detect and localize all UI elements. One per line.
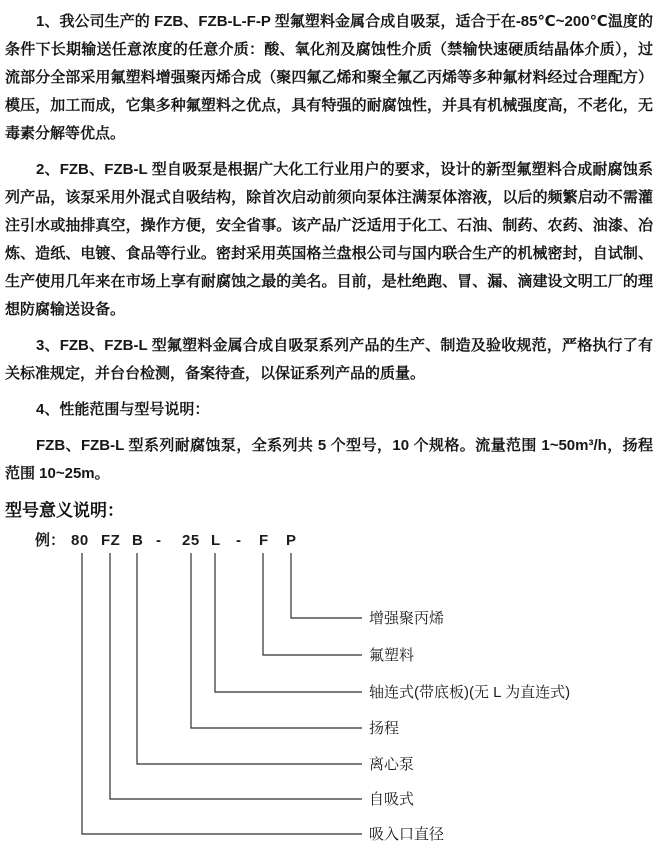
model-part-label-P: 增强聚丙烯 <box>369 610 445 627</box>
connector-line-80 <box>82 553 362 834</box>
model-token-3: - <box>156 532 162 549</box>
connector-line-F <box>263 553 362 655</box>
model-token-7: F <box>259 532 269 549</box>
paragraph-5: FZB、FZB-L 型系列耐腐蚀泵，全系列共 5 个型号，10 个规格。流量范围 1~50m³/h，扬程范围 10~25m。 <box>5 437 653 482</box>
model-token-2: B <box>132 532 144 549</box>
paragraph-1: 1、我公司生产的 FZB、FZB-L-F-P 型氟塑料金属合成自吸泵，适合于在-85℃~200℃温度的条件下长期输送任意浓度的任意介质：酸、氧化剂及腐蚀性介质（禁输快速硬质结晶体介质），过流部分全部采用氟塑料增强聚丙烯合成（聚四氟乙烯和聚全氟乙丙烯等多种氟材料经过合理配方）模压，加工而成，它集多种氟塑料之优点，具有特强的耐腐蚀性，并具有机械强度高，不老化，无毒素分解等优点。 <box>5 13 653 142</box>
model-example-prefix: 例： <box>35 532 66 549</box>
model-part-label-B: 离心泵 <box>369 756 415 773</box>
paragraph-2: 2、FZB、FZB-L 型自吸泵是根据广大化工行业用户的要求，设计的新型氟塑料合成耐腐蚀系列产品，该泵采用外混式自吸结构，除首次启动前须向泵体注满泵体溶液，以后的频繁启动不需灌注引水或抽排真空，操作方便，安全省事。该产品广泛适用于化工、石油、制药、农药、油漆、冶炼、造纸、电镀、食品等行业。密封采用英国格兰盘根公司与国内联合生产的机械密封，自试制、生产使用几年来在市场上享有耐腐蚀之最的美名。目前，是杜绝跑、冒、漏、滴建设文明工厂的理想防腐输送设备。 <box>5 161 653 318</box>
paragraph-3: 3、FZB、FZB-L 型氟塑料金属合成自吸泵系列产品的生产、制造及验收规范，严格执行了有关标准规定，并台台检测，备案待查，以保证系列产品的质量。 <box>5 337 653 382</box>
model-token-4: 25 <box>182 532 200 549</box>
model-part-label-80: 吸入口直径 <box>369 826 445 843</box>
model-code-diagram <box>5 525 653 855</box>
model-token-0: 80 <box>71 532 89 549</box>
model-part-label-L: 轴连式(带底板)(无 L 为直连式) <box>369 684 571 701</box>
model-part-label-25: 扬程 <box>369 720 400 737</box>
model-part-label-F: 氟塑料 <box>369 647 415 664</box>
connector-line-FZ <box>110 553 362 799</box>
model-token-5: L <box>211 532 221 549</box>
model-token-6: - <box>236 532 242 549</box>
section-title: 型号意义说明： <box>5 501 124 520</box>
connector-line-P <box>291 553 362 618</box>
model-token-1: FZ <box>101 532 121 549</box>
model-token-8: P <box>286 532 297 549</box>
connector-line-B <box>137 553 362 764</box>
model-part-label-FZ: 自吸式 <box>369 791 415 808</box>
connector-line-25 <box>191 553 362 728</box>
connector-line-L <box>215 553 362 692</box>
paragraph-4: 4、性能范围与型号说明： <box>36 401 210 418</box>
